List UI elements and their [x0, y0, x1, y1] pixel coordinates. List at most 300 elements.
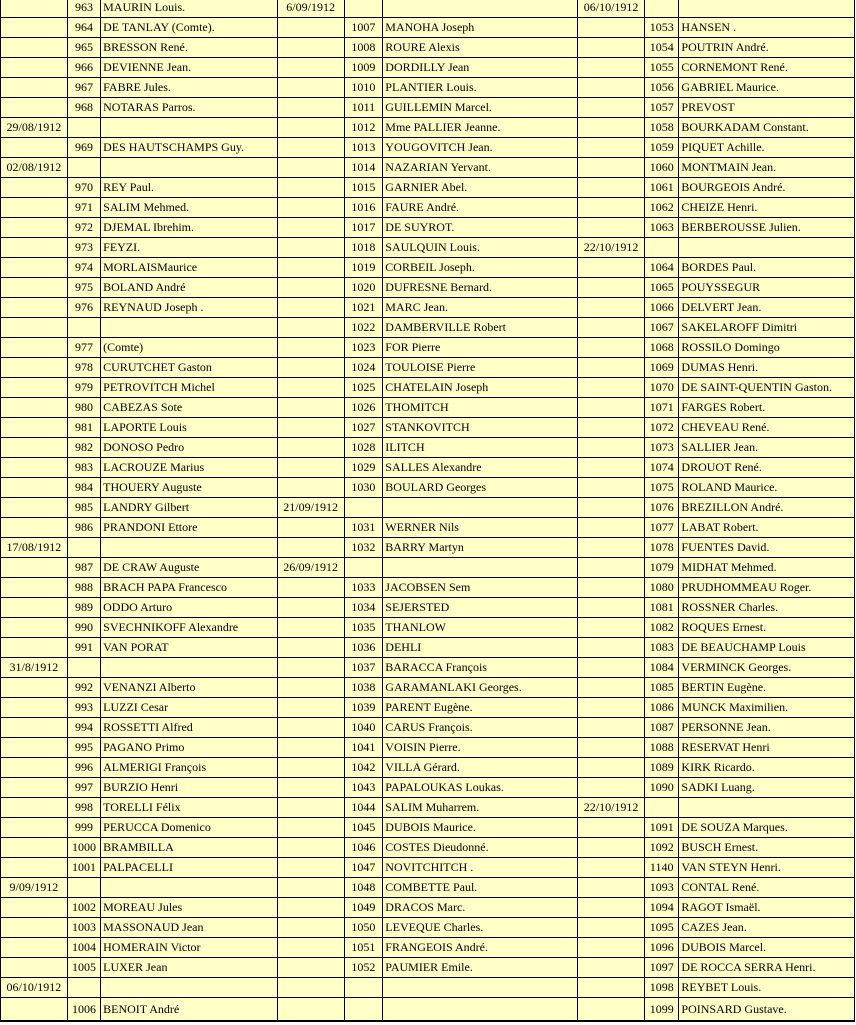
- name-cell: ROQUES Ernest.: [679, 618, 855, 638]
- name-cell: MONTMAIN Jean.: [679, 158, 855, 178]
- date-cell: [578, 958, 645, 978]
- table-row: [1, 778, 855, 798]
- date-cell: [578, 438, 645, 458]
- number-cell: 971: [67, 198, 100, 218]
- date-cell: [277, 758, 344, 778]
- date-cell: [1, 698, 68, 718]
- name-cell: DONOSO Pedro: [101, 438, 278, 458]
- date-cell: [277, 218, 344, 238]
- name-cell: PETROVITCH Michel: [101, 378, 278, 398]
- name-cell: FARGES Robert.: [679, 398, 855, 418]
- name-cell: ROSSETTI Alfred: [101, 718, 278, 738]
- number-cell: 993: [67, 698, 100, 718]
- date-cell: [1, 498, 68, 518]
- table-row: [1, 238, 855, 258]
- number-cell: 1053: [644, 18, 678, 38]
- date-cell: [578, 38, 645, 58]
- number-cell: 1050: [344, 918, 383, 938]
- number-cell: 1032: [344, 538, 383, 558]
- number-cell: 969: [67, 138, 100, 158]
- number-cell: 1013: [344, 138, 383, 158]
- name-cell: HOMERAIN Victor: [101, 938, 278, 958]
- number-cell: 1046: [344, 838, 383, 858]
- table-row: [1, 678, 855, 698]
- date-cell: [578, 778, 645, 798]
- table-row: [1, 978, 855, 998]
- number-cell: 1047: [344, 858, 383, 878]
- date-cell: [578, 578, 645, 598]
- date-cell: [578, 298, 645, 318]
- date-cell: [578, 838, 645, 858]
- number-cell: [67, 538, 100, 558]
- name-cell: FOR Pierre: [383, 338, 578, 358]
- number-cell: 991: [67, 638, 100, 658]
- date-cell: [1, 478, 68, 498]
- name-cell: COMBETTE Paul.: [383, 878, 578, 898]
- name-cell: BREZILLON André.: [679, 498, 855, 518]
- name-cell: BOURGEOIS André.: [679, 178, 855, 198]
- name-cell: MUNCK Maximilien.: [679, 698, 855, 718]
- date-cell: [277, 778, 344, 798]
- name-cell: VILLA Gérard.: [383, 758, 578, 778]
- name-cell: [101, 318, 278, 338]
- name-cell: NAZARIAN Yervant.: [383, 158, 578, 178]
- name-cell: DE SOUZA Marques.: [679, 818, 855, 838]
- date-cell: [1, 298, 68, 318]
- date-cell: [1, 458, 68, 478]
- name-cell: LANDRY Gilbert: [101, 498, 278, 518]
- date-cell: [1, 398, 68, 418]
- date-cell: [1, 758, 68, 778]
- name-cell: [383, 0, 578, 18]
- table-row: [1, 518, 855, 538]
- number-cell: 1140: [644, 858, 678, 878]
- date-cell: [277, 898, 344, 918]
- name-cell: ILITCH: [383, 438, 578, 458]
- date-cell: [578, 58, 645, 78]
- number-cell: 1061: [644, 178, 678, 198]
- date-cell: [1, 778, 68, 798]
- date-cell: [578, 658, 645, 678]
- number-cell: 1011: [344, 98, 383, 118]
- date-cell: [578, 518, 645, 538]
- name-cell: THOUERY Auguste: [101, 478, 278, 498]
- number-cell: 996: [67, 758, 100, 778]
- number-cell: 1029: [344, 458, 383, 478]
- number-cell: 1074: [644, 458, 678, 478]
- number-cell: [67, 118, 100, 138]
- number-cell: 1049: [344, 898, 383, 918]
- number-cell: 1057: [644, 98, 678, 118]
- table-row: [1, 818, 855, 838]
- number-cell: 979: [67, 378, 100, 398]
- date-cell: [1, 618, 68, 638]
- date-cell: 06/10/1912: [1, 978, 68, 998]
- name-cell: BARRY Martyn: [383, 538, 578, 558]
- number-cell: 968: [67, 98, 100, 118]
- name-cell: PLANTIER Louis.: [383, 78, 578, 98]
- number-cell: 1072: [644, 418, 678, 438]
- name-cell: FAURE André.: [383, 198, 578, 218]
- name-cell: VENANZI Alberto: [101, 678, 278, 698]
- number-cell: 985: [67, 498, 100, 518]
- number-cell: 1030: [344, 478, 383, 498]
- number-cell: 1042: [344, 758, 383, 778]
- name-cell: BORDES Paul.: [679, 258, 855, 278]
- name-cell: [383, 498, 578, 518]
- number-cell: 1064: [644, 258, 678, 278]
- number-cell: [67, 318, 100, 338]
- name-cell: BRESSON René.: [101, 38, 278, 58]
- date-cell: [578, 98, 645, 118]
- date-cell: [578, 618, 645, 638]
- date-cell: [578, 818, 645, 838]
- number-cell: 963: [67, 0, 100, 18]
- date-cell: [578, 758, 645, 778]
- number-cell: 1031: [344, 518, 383, 538]
- table-row: [1, 538, 855, 558]
- date-cell: [1, 318, 68, 338]
- number-cell: 1004: [67, 938, 100, 958]
- name-cell: Mme PALLIER Jeanne.: [383, 118, 578, 138]
- date-cell: [578, 898, 645, 918]
- number-cell: 1051: [344, 938, 383, 958]
- date-cell: [578, 478, 645, 498]
- date-cell: [277, 578, 344, 598]
- date-cell: [277, 38, 344, 58]
- number-cell: 1060: [644, 158, 678, 178]
- date-cell: [277, 178, 344, 198]
- number-cell: 1071: [644, 398, 678, 418]
- date-cell: [578, 538, 645, 558]
- number-cell: 1002: [67, 898, 100, 918]
- number-cell: 1033: [344, 578, 383, 598]
- number-cell: 976: [67, 298, 100, 318]
- date-cell: [1, 138, 68, 158]
- date-cell: [578, 458, 645, 478]
- number-cell: 986: [67, 518, 100, 538]
- name-cell: LAPORTE Louis: [101, 418, 278, 438]
- table-row: [1, 458, 855, 478]
- name-cell: BOURKADAM Constant.: [679, 118, 855, 138]
- name-cell: VOISIN Pierre.: [383, 738, 578, 758]
- name-cell: STANKOVITCH: [383, 418, 578, 438]
- number-cell: 1069: [644, 358, 678, 378]
- date-cell: [1, 178, 68, 198]
- number-cell: 1059: [644, 138, 678, 158]
- date-cell: [277, 118, 344, 138]
- number-cell: 1095: [644, 918, 678, 938]
- date-cell: [578, 978, 645, 998]
- name-cell: POUTRIN André.: [679, 38, 855, 58]
- name-cell: GABRIEL Maurice.: [679, 78, 855, 98]
- table-row: [1, 158, 855, 178]
- date-cell: [578, 378, 645, 398]
- name-cell: DUBOIS Maurice.: [383, 818, 578, 838]
- number-cell: 1038: [344, 678, 383, 698]
- number-cell: 983: [67, 458, 100, 478]
- date-cell: [1, 198, 68, 218]
- number-cell: 1012: [344, 118, 383, 138]
- name-cell: CARUS François.: [383, 718, 578, 738]
- date-cell: [1, 358, 68, 378]
- date-cell: [578, 698, 645, 718]
- name-cell: SEJERSTED: [383, 598, 578, 618]
- date-cell: [578, 718, 645, 738]
- number-cell: 966: [67, 58, 100, 78]
- date-cell: [1, 78, 68, 98]
- date-cell: [1, 638, 68, 658]
- number-cell: 1005: [67, 958, 100, 978]
- date-cell: [578, 938, 645, 958]
- number-cell: 1052: [344, 958, 383, 978]
- date-cell: [277, 698, 344, 718]
- table-row: [1, 918, 855, 938]
- name-cell: GARAMANLAKI Georges.: [383, 678, 578, 698]
- date-cell: [277, 858, 344, 878]
- date-cell: [277, 198, 344, 218]
- date-cell: [578, 258, 645, 278]
- table-row: [1, 838, 855, 858]
- date-cell: [1, 718, 68, 738]
- date-cell: [277, 918, 344, 938]
- number-cell: 1070: [644, 378, 678, 398]
- number-cell: 998: [67, 798, 100, 818]
- table-row: [1, 278, 855, 298]
- date-cell: 21/09/1912: [277, 498, 344, 518]
- number-cell: 1054: [644, 38, 678, 58]
- number-cell: [344, 998, 383, 1022]
- date-cell: [1, 918, 68, 938]
- name-cell: SADKI Luang.: [679, 778, 855, 798]
- number-cell: 1083: [644, 638, 678, 658]
- number-cell: 975: [67, 278, 100, 298]
- date-cell: [1, 58, 68, 78]
- table-row: [1, 218, 855, 238]
- name-cell: BERTIN Eugène.: [679, 678, 855, 698]
- date-cell: [578, 498, 645, 518]
- number-cell: 978: [67, 358, 100, 378]
- number-cell: 1065: [644, 278, 678, 298]
- date-cell: [1, 898, 68, 918]
- number-cell: 1021: [344, 298, 383, 318]
- name-cell: SALLIER Jean.: [679, 438, 855, 458]
- number-cell: 1096: [644, 938, 678, 958]
- name-cell: MASSONAUD Jean: [101, 918, 278, 938]
- table-row: [1, 358, 855, 378]
- date-cell: [1, 378, 68, 398]
- name-cell: CORNEMONT René.: [679, 58, 855, 78]
- date-cell: [1, 258, 68, 278]
- name-cell: YOUGOVITCH Jean.: [383, 138, 578, 158]
- name-cell: DE SAINT-QUENTIN Gaston.: [679, 378, 855, 398]
- name-cell: [101, 878, 278, 898]
- number-cell: 1073: [644, 438, 678, 458]
- number-cell: 1037: [344, 658, 383, 678]
- number-cell: 1097: [644, 958, 678, 978]
- table-row: [1, 498, 855, 518]
- name-cell: DE TANLAY (Comte).: [101, 18, 278, 38]
- date-cell: [1, 518, 68, 538]
- date-cell: [277, 138, 344, 158]
- number-cell: 1066: [644, 298, 678, 318]
- date-cell: [277, 718, 344, 738]
- date-cell: [578, 318, 645, 338]
- name-cell: CHEVEAU René.: [679, 418, 855, 438]
- name-cell: [679, 798, 855, 818]
- name-cell: CORBEIL Joseph.: [383, 258, 578, 278]
- name-cell: PAGANO Primo: [101, 738, 278, 758]
- name-cell: PRANDONI Ettore: [101, 518, 278, 538]
- date-cell: [578, 218, 645, 238]
- table-row: [1, 378, 855, 398]
- name-cell: CAZES Jean.: [679, 918, 855, 938]
- date-cell: 22/10/1912: [578, 798, 645, 818]
- date-cell: [277, 398, 344, 418]
- number-cell: 982: [67, 438, 100, 458]
- number-cell: 1063: [644, 218, 678, 238]
- date-cell: [578, 738, 645, 758]
- number-cell: 972: [67, 218, 100, 238]
- name-cell: VAN PORAT: [101, 638, 278, 658]
- table-row: [1, 138, 855, 158]
- date-cell: [1, 858, 68, 878]
- date-cell: [578, 598, 645, 618]
- date-cell: [277, 998, 344, 1022]
- date-cell: 06/10/1912: [578, 0, 645, 18]
- number-cell: 1094: [644, 898, 678, 918]
- name-cell: MIDHAT Mehmed.: [679, 558, 855, 578]
- number-cell: [344, 978, 383, 998]
- table-row: [1, 438, 855, 458]
- date-cell: [578, 558, 645, 578]
- number-cell: 1084: [644, 658, 678, 678]
- number-cell: 995: [67, 738, 100, 758]
- number-cell: 1056: [644, 78, 678, 98]
- name-cell: ROSSNER Charles.: [679, 598, 855, 618]
- date-cell: [277, 838, 344, 858]
- number-cell: 1067: [644, 318, 678, 338]
- number-cell: 980: [67, 398, 100, 418]
- table-row: [1, 18, 855, 38]
- name-cell: PARENT Eugène.: [383, 698, 578, 718]
- date-cell: [277, 78, 344, 98]
- date-cell: [1, 18, 68, 38]
- name-cell: [679, 0, 855, 18]
- number-cell: [344, 0, 383, 18]
- date-cell: [1, 418, 68, 438]
- number-cell: 970: [67, 178, 100, 198]
- name-cell: SALIM Mehmed.: [101, 198, 278, 218]
- name-cell: DELVERT Jean.: [679, 298, 855, 318]
- name-cell: DORDILLY Jean: [383, 58, 578, 78]
- date-cell: [277, 458, 344, 478]
- number-cell: 1068: [644, 338, 678, 358]
- number-cell: 1000: [67, 838, 100, 858]
- name-cell: LUXER Jean: [101, 958, 278, 978]
- date-cell: [277, 258, 344, 278]
- date-cell: [277, 598, 344, 618]
- name-cell: SAULQUIN Louis.: [383, 238, 578, 258]
- name-cell: BUSCH Ernest.: [679, 838, 855, 858]
- number-cell: 1081: [644, 598, 678, 618]
- number-cell: 1028: [344, 438, 383, 458]
- name-cell: MANOHA Joseph: [383, 18, 578, 38]
- number-cell: 1089: [644, 758, 678, 778]
- date-cell: [578, 418, 645, 438]
- name-cell: DEHLI: [383, 638, 578, 658]
- number-cell: 997: [67, 778, 100, 798]
- name-cell: BENOIT André: [101, 998, 278, 1022]
- date-cell: [578, 878, 645, 898]
- date-cell: 22/10/1912: [578, 238, 645, 258]
- number-cell: 984: [67, 478, 100, 498]
- date-cell: [277, 358, 344, 378]
- table-row: [1, 0, 855, 18]
- name-cell: BRACH PAPA Francesco: [101, 578, 278, 598]
- date-cell: [578, 998, 645, 1022]
- date-cell: [277, 958, 344, 978]
- date-cell: [277, 518, 344, 538]
- date-cell: [277, 278, 344, 298]
- name-cell: PREVOST: [679, 98, 855, 118]
- name-cell: THANLOW: [383, 618, 578, 638]
- date-cell: 26/09/1912: [277, 558, 344, 578]
- table-row: [1, 618, 855, 638]
- table-row: [1, 718, 855, 738]
- name-cell: ROLAND Maurice.: [679, 478, 855, 498]
- date-cell: [578, 18, 645, 38]
- name-cell: LABAT Robert.: [679, 518, 855, 538]
- date-cell: 17/08/1912: [1, 538, 68, 558]
- number-cell: 1058: [644, 118, 678, 138]
- name-cell: SALLES Alexandre: [383, 458, 578, 478]
- name-cell: DE SUYROT.: [383, 218, 578, 238]
- number-cell: 1045: [344, 818, 383, 838]
- date-cell: [1, 218, 68, 238]
- number-cell: 1023: [344, 338, 383, 358]
- date-cell: [1, 98, 68, 118]
- name-cell: [383, 998, 578, 1022]
- date-cell: [1, 558, 68, 578]
- date-cell: [277, 738, 344, 758]
- number-cell: [67, 158, 100, 178]
- name-cell: CONTAL René.: [679, 878, 855, 898]
- date-cell: [1, 38, 68, 58]
- number-cell: 1015: [344, 178, 383, 198]
- name-cell: DROUOT René.: [679, 458, 855, 478]
- name-cell: BERBEROUSSE Julien.: [679, 218, 855, 238]
- date-cell: [277, 618, 344, 638]
- table-row: [1, 578, 855, 598]
- name-cell: CHEIZE Henri.: [679, 198, 855, 218]
- date-cell: [578, 858, 645, 878]
- date-cell: [277, 18, 344, 38]
- number-cell: 1027: [344, 418, 383, 438]
- name-cell: LEVEQUE Charles.: [383, 918, 578, 938]
- name-cell: DUFRESNE Bernard.: [383, 278, 578, 298]
- name-cell: BARACCA François: [383, 658, 578, 678]
- name-cell: THOMITCH: [383, 398, 578, 418]
- date-cell: [277, 378, 344, 398]
- number-cell: 973: [67, 238, 100, 258]
- number-cell: 1001: [67, 858, 100, 878]
- date-cell: [277, 238, 344, 258]
- number-cell: 1026: [344, 398, 383, 418]
- number-cell: 1082: [644, 618, 678, 638]
- date-cell: [1, 958, 68, 978]
- date-cell: [578, 78, 645, 98]
